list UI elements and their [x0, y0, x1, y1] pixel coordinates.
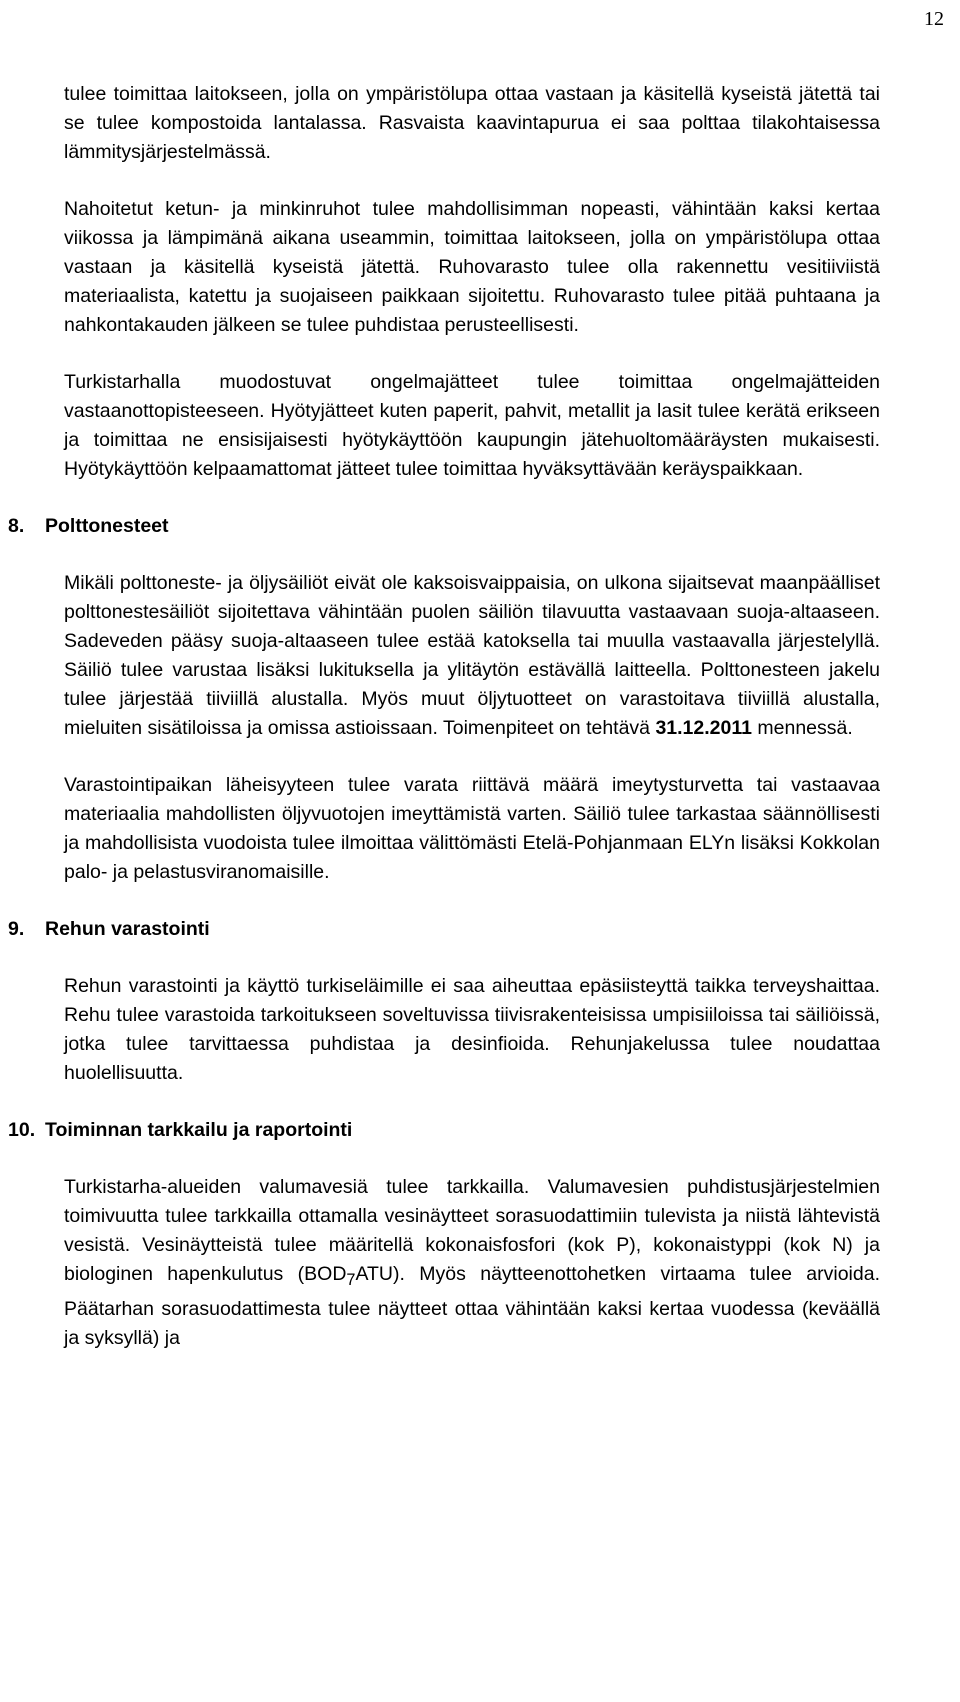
section-heading-8 [8, 512, 880, 541]
paragraph: Turkistarhalla muodostuvat ongelmajätteet tulee toimittaa ongelmajätteiden vastaanottopisteeseen. Hyötyjätteet kuten paperit, pahvit, metallit ja lasit tulee kerätä erikseen ja toimittaa ne ensisijaisesti hyötykäyttöön kaupungin jätehuoltomääräysten mukaisesti. Hyötykäyttöön kelpaamattomat jätteet tulee toimittaa hyväksyttävään keräyspaikkaan. [64, 371, 880, 480]
document-body [8, 80, 880, 1381]
section-heading-9 [8, 915, 880, 944]
paragraph: tulee toimittaa laitokseen, jolla on ympäristölupa ottaa vastaan ja käsitellä kyseistä jätettä tai se tulee kompostoida lantalassa. Rasvaista kaavintapurua ei saa polttaa tilakohtaisessa lämmitysjärjestelmässä. [64, 83, 880, 163]
section-title: Toiminnan tarkkailu ja raportointi [45, 1119, 353, 1141]
paragraph [64, 1173, 880, 1353]
deadline-date: 31.12.2011 [655, 717, 752, 739]
subscript: 7 [346, 1270, 356, 1289]
paragraph-text: mennessä. [751, 717, 853, 739]
paragraph: Nahoitetut ketun- ja minkinruhot tulee mahdollisimman nopeasti, vähintään kaksi kertaa viikossa ja lämpimänä aikana useammin, toimittaa laitokseen, jolla on ympäristölupa ottaa vastaan ja käsitellä kyseistä jätettä. Ruhovarasto tulee olla rakennettu vesitiiviistä materiaalista, katettu ja suojaiseen paikkaan sijoitettu. Ruhovarasto tulee pitää puhtaana ja nahkontakauden jälkeen se tulee puhdistaa perusteellisesti. [64, 198, 880, 336]
page-number: 12 [924, 8, 944, 30]
section-title: Rehun varastointi [45, 918, 210, 940]
section-number: 10. [8, 1119, 36, 1141]
paragraph-text: Mikäli polttoneste- ja öljysäiliöt eivät ole kaksoisvaippaisia, on ulkona sijaitsevat maanpäälliset polttonestesäiliöt sijoitettava vähintään puolen säiliön tilavuutta vastaavaan suoja-altaaseen. Sadeveden pääsy suoja-altaaseen tulee estää katoksella tai muulla vastaavalla järjestelyllä. Säiliö tulee varustaa lisäksi lukituksella ja ylitäytön estävällä laitteella. Polttonesteen jakelu tulee järjestää tiiviillä alustalla. Myös muut öljytuotteet on varastoitava tiiviillä alustalla, mieluiten sisätiloissa ja omissa astioissaan. Toimenpiteet on tehtävä [64, 572, 880, 739]
section-heading-10 [8, 1116, 880, 1145]
paragraph: Rehun varastointi ja käyttö turkiseläimille ei saa aiheuttaa epäsiisteyttä taikka terveyshaittaa. Rehu tulee varastoida tarkoitukseen soveltuvissa tiivisrakenteisissa umpisiiloissa tai säiliöissä, jotka tulee tarvittaessa puhdistaa ja desinfioida. Rehunjakelussa tulee noudattaa huolellisuutta. [64, 975, 880, 1084]
paragraph-text: Turkistarha-alueiden valumavesiä tulee tarkkailla. Valumavesien puhdistusjärjestelmien toimivuutta tulee tarkkailla ottamalla vesinäytteet sorasuodattimiin tulevista ja niistä lähtevistä vesistä. Vesinäytteistä tulee määritellä kokonaisfosfori (kok P), kokonaistyppi (kok N) ja biologinen hapenkulutus (BOD [64, 1176, 880, 1285]
paragraph: Varastointipaikan läheisyyteen tulee varata riittävä määrä imeytysturvetta tai vastaavaa materiaalia mahdollisten öljyvuotojen imeyttämistä varten. Säiliö tulee tarkastaa säännöllisesti ja mahdollisista vuodoista tulee ilmoittaa välittömästi Etelä-Pohjanmaan ELYn lisäksi Kokkolan palo- ja pelastusviranomaisille. [64, 774, 880, 883]
section-number: 9. [8, 918, 25, 940]
section-title: Polttonesteet [45, 515, 169, 537]
paragraph [64, 569, 880, 743]
section-number: 8. [8, 515, 25, 537]
paragraph-text: ATU). Myös näytteenottohetken virtaama tulee arvioida. Päätarhan sorasuodattimesta tulee näytteet ottaa vähintään kaksi kertaa vuodessa (keväällä ja syksyllä) ja [64, 1263, 880, 1349]
